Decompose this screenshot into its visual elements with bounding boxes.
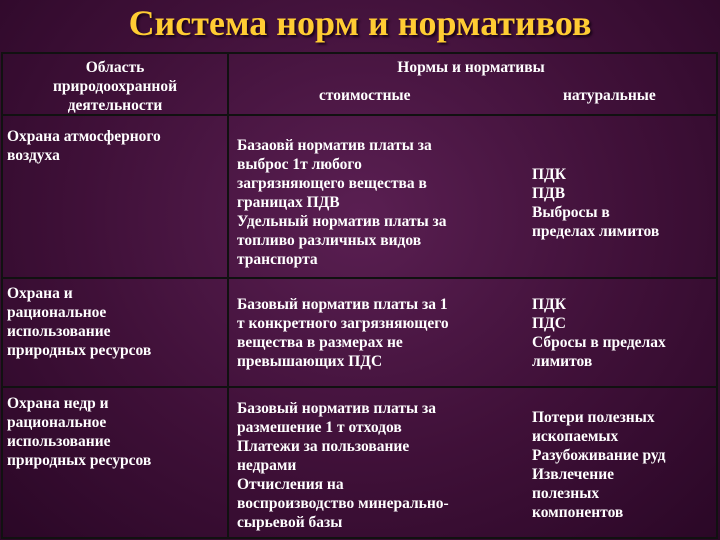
header-natural: натуральные bbox=[563, 87, 656, 104]
row-1-natural: ПДК ПДВ Выбросы в пределах лимитов bbox=[532, 166, 660, 240]
table-divider-row1 bbox=[1, 277, 718, 279]
row-3-area: Охрана недр и рациональное использование природных ресурсов bbox=[7, 395, 152, 469]
row-3-cost: Базовый норматив платы за размешение 1 т отходов Платежи за пользование недрами Отчисления на воспроизводство минерально- сырьевой базы bbox=[237, 400, 449, 531]
row-2-area: Охрана и рациональное использование природных ресурсов bbox=[7, 285, 152, 359]
header-norms: Нормы и нормативы bbox=[397, 59, 545, 76]
row-1-area: Охрана атмосферного воздуха bbox=[7, 128, 161, 164]
page-title: Система норм и нормативов bbox=[128, 3, 592, 43]
table-border-right bbox=[716, 52, 718, 539]
row-2-cost: Базовый норматив платы за 1 т конкретного загрязняющего вещества в размерах не превышающих ПДС bbox=[237, 296, 449, 370]
row-2-natural: ПДК ПДС Сбросы в пределах лимитов bbox=[532, 296, 666, 370]
row-3-natural: Потери полезных ископаемых Разубоживание руд Извлечение полезных компонентов bbox=[532, 409, 666, 521]
header-area: Область природоохранной деятельности bbox=[52, 59, 178, 114]
table-border-bottom bbox=[1, 537, 718, 539]
header-cost: стоимостные bbox=[319, 87, 411, 104]
table-divider-row2 bbox=[1, 386, 718, 388]
table-border-top bbox=[1, 52, 718, 54]
table-divider-col1 bbox=[227, 52, 229, 539]
norms-table bbox=[1, 52, 718, 539]
row-1-cost: Базаовй норматив платы за выброс 1т любого загрязняющего вещества в границах ПДВ Удельный норматив платы за топливо различных видов транспорта bbox=[237, 137, 447, 268]
table-border-left bbox=[1, 52, 3, 539]
